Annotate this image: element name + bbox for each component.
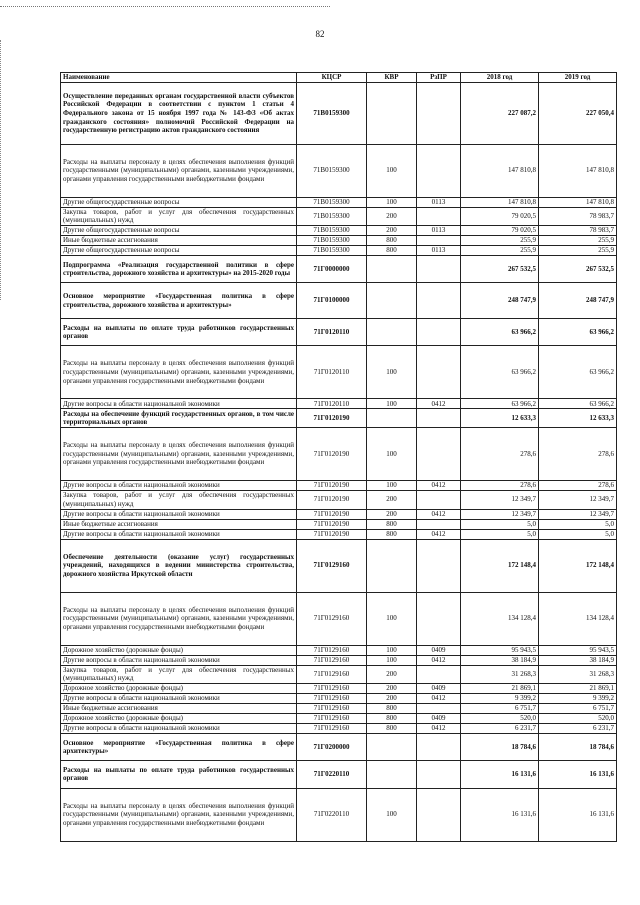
cell-kvr: 100 bbox=[367, 592, 417, 645]
cell-2018: 79 020,5 bbox=[461, 226, 539, 236]
cell-2018: 16 131,6 bbox=[461, 761, 539, 788]
cell-rzpr bbox=[417, 734, 461, 761]
table-row bbox=[61, 256, 617, 283]
cell-2018: 5,0 bbox=[461, 529, 539, 539]
table-row bbox=[61, 704, 617, 714]
cell-kcsr: 71Г0129160 bbox=[297, 645, 367, 655]
cell-kcsr: 71Г0129160 bbox=[297, 714, 367, 724]
cell-kvr: 800 bbox=[367, 714, 417, 724]
cell-kvr: 800 bbox=[367, 236, 417, 246]
cell-2019: 227 050,4 bbox=[539, 83, 617, 145]
cell-rzpr bbox=[417, 490, 461, 509]
cell-name: Обеспечение деятельности (оказание услуг) государственных учреждений, находящихся в ведении министерства строительства, дорожного хозяйства Иркутской области bbox=[61, 539, 297, 592]
cell-2019: 9 399,2 bbox=[539, 694, 617, 704]
cell-name: Закупка товаров, работ и услуг для обеспечения государственных (муниципальных) нужд bbox=[61, 490, 297, 509]
table-row bbox=[61, 665, 617, 684]
cell-2018: 63 966,2 bbox=[461, 346, 539, 399]
cell-rzpr bbox=[417, 207, 461, 226]
cell-rzpr bbox=[417, 346, 461, 399]
cell-rzpr bbox=[417, 519, 461, 529]
cell-kcsr: 71Г0000000 bbox=[297, 256, 367, 283]
table-row bbox=[61, 346, 617, 399]
cell-name: Другие вопросы в области национальной экономики bbox=[61, 399, 297, 409]
cell-kcsr: 71Г0120190 bbox=[297, 509, 367, 519]
cell-rzpr bbox=[417, 409, 461, 428]
table-row bbox=[61, 427, 617, 480]
cell-rzpr: 0412 bbox=[417, 724, 461, 734]
cell-kcsr: 71Г0120190 bbox=[297, 409, 367, 428]
table-row bbox=[61, 694, 617, 704]
table-row bbox=[61, 480, 617, 490]
cell-name: Расходы на выплаты по оплате труда работников государственных органов bbox=[61, 319, 297, 346]
cell-rzpr: 0409 bbox=[417, 684, 461, 694]
header-kvr: КВР bbox=[367, 73, 417, 83]
cell-2018: 147 810,8 bbox=[461, 144, 539, 197]
cell-rzpr: 0412 bbox=[417, 655, 461, 665]
table-row bbox=[61, 319, 617, 346]
table-row bbox=[61, 519, 617, 529]
cell-kcsr: 71Г0120190 bbox=[297, 519, 367, 529]
cell-2018: 278,6 bbox=[461, 427, 539, 480]
cell-kvr: 100 bbox=[367, 645, 417, 655]
cell-2019: 248 747,9 bbox=[539, 283, 617, 319]
cell-2019: 278,6 bbox=[539, 480, 617, 490]
cell-kcsr: 71Г0120190 bbox=[297, 490, 367, 509]
cell-kvr bbox=[367, 539, 417, 592]
cell-2019: 255,9 bbox=[539, 236, 617, 246]
cell-kvr: 100 bbox=[367, 197, 417, 207]
cell-rzpr bbox=[417, 256, 461, 283]
cell-name: Другие вопросы в области национальной экономики bbox=[61, 655, 297, 665]
scan-top-edge bbox=[0, 6, 330, 7]
cell-2019: 95 943,5 bbox=[539, 645, 617, 655]
cell-2019: 147 810,8 bbox=[539, 197, 617, 207]
cell-rzpr bbox=[417, 788, 461, 841]
cell-name: Иные бюджетные ассигнования bbox=[61, 519, 297, 529]
table-row bbox=[61, 724, 617, 734]
cell-kvr: 100 bbox=[367, 480, 417, 490]
cell-kvr: 200 bbox=[367, 509, 417, 519]
cell-kvr: 200 bbox=[367, 694, 417, 704]
table-row bbox=[61, 655, 617, 665]
cell-kcsr: 71В0159300 bbox=[297, 236, 367, 246]
cell-rzpr: 0113 bbox=[417, 246, 461, 256]
cell-kcsr: 71Г0120110 bbox=[297, 346, 367, 399]
cell-rzpr bbox=[417, 427, 461, 480]
cell-2019: 255,9 bbox=[539, 246, 617, 256]
cell-name: Основное мероприятие «Государственная политика в сфере строительства, дорожного хозяйства и архитектуры» bbox=[61, 283, 297, 319]
cell-kcsr: 71Г0100000 bbox=[297, 283, 367, 319]
cell-2018: 16 131,6 bbox=[461, 788, 539, 841]
cell-2018: 95 943,5 bbox=[461, 645, 539, 655]
cell-kvr bbox=[367, 319, 417, 346]
cell-name: Основное мероприятие «Государственная политика в сфере архитектуры» bbox=[61, 734, 297, 761]
cell-name: Расходы на выплаты персоналу в целях обеспечения выполнения функций государственными (муниципальными) органами, казенными учреждениями, органами управления государственными внебюджетными фондами bbox=[61, 592, 297, 645]
cell-2018: 63 966,2 bbox=[461, 319, 539, 346]
cell-name: Иные бюджетные ассигнования bbox=[61, 236, 297, 246]
cell-kcsr: 71Г0129160 bbox=[297, 704, 367, 714]
cell-kvr: 100 bbox=[367, 346, 417, 399]
cell-2019: 6 231,7 bbox=[539, 724, 617, 734]
cell-kvr bbox=[367, 83, 417, 145]
cell-rzpr bbox=[417, 704, 461, 714]
cell-kvr: 100 bbox=[367, 144, 417, 197]
cell-kcsr: 71Г0129160 bbox=[297, 694, 367, 704]
cell-2019: 520,0 bbox=[539, 714, 617, 724]
cell-2019: 12 349,7 bbox=[539, 509, 617, 519]
table-row bbox=[61, 788, 617, 841]
table-row bbox=[61, 246, 617, 256]
page-number: 82 bbox=[315, 29, 325, 39]
cell-rzpr bbox=[417, 539, 461, 592]
cell-kcsr: 71Г0129160 bbox=[297, 665, 367, 684]
cell-rzpr bbox=[417, 665, 461, 684]
cell-name: Другие вопросы в области национальной экономики bbox=[61, 529, 297, 539]
cell-rzpr: 0412 bbox=[417, 480, 461, 490]
cell-2018: 172 148,4 bbox=[461, 539, 539, 592]
cell-2018: 12 349,7 bbox=[461, 509, 539, 519]
cell-kvr: 200 bbox=[367, 684, 417, 694]
cell-2018: 21 869,1 bbox=[461, 684, 539, 694]
header-rzpr: РзПР bbox=[417, 73, 461, 83]
budget-table bbox=[60, 72, 617, 842]
table-row bbox=[61, 283, 617, 319]
cell-name: Другие общегосударственные вопросы bbox=[61, 246, 297, 256]
cell-2018: 255,9 bbox=[461, 236, 539, 246]
cell-kcsr: 71Г0129160 bbox=[297, 539, 367, 592]
cell-2018: 6 751,7 bbox=[461, 704, 539, 714]
table-row bbox=[61, 734, 617, 761]
header-kcsr: КЦСР bbox=[297, 73, 367, 83]
cell-name: Осуществление переданных органам государственной власти субъектов Российской Федерации в соответствии с пунктом 1 статьи 4 Федерального закона от 15 ноября 1997 года № 143-ФЗ «Об актах гражданского состояния» полномочий Российской Федерации на государственную регистрацию актов гражданского состояния bbox=[61, 83, 297, 145]
cell-kvr: 800 bbox=[367, 519, 417, 529]
cell-2019: 172 148,4 bbox=[539, 539, 617, 592]
cell-2019: 38 184,9 bbox=[539, 655, 617, 665]
cell-name: Расходы на выплаты по оплате труда работников государственных органов bbox=[61, 761, 297, 788]
table-row bbox=[61, 539, 617, 592]
cell-rzpr: 0412 bbox=[417, 529, 461, 539]
cell-rzpr bbox=[417, 236, 461, 246]
cell-2018: 79 020,5 bbox=[461, 207, 539, 226]
cell-kvr: 800 bbox=[367, 704, 417, 714]
cell-2019: 18 784,6 bbox=[539, 734, 617, 761]
cell-kcsr: 71Г0120190 bbox=[297, 529, 367, 539]
cell-kvr: 200 bbox=[367, 226, 417, 236]
cell-rzpr bbox=[417, 761, 461, 788]
cell-kcsr: 71Г0220110 bbox=[297, 788, 367, 841]
cell-2019: 5,0 bbox=[539, 519, 617, 529]
cell-2019: 5,0 bbox=[539, 529, 617, 539]
cell-rzpr: 0412 bbox=[417, 694, 461, 704]
table-row bbox=[61, 529, 617, 539]
cell-2018: 5,0 bbox=[461, 519, 539, 529]
table-row bbox=[61, 714, 617, 724]
cell-name: Подпрограмма «Реализация государственной политики в сфере строительства, дорожного хозяйства и архитектуры» на 2015-2020 годы bbox=[61, 256, 297, 283]
cell-name: Другие вопросы в области национальной экономики bbox=[61, 694, 297, 704]
cell-kvr: 800 bbox=[367, 246, 417, 256]
cell-2019: 78 983,7 bbox=[539, 207, 617, 226]
cell-rzpr: 0409 bbox=[417, 714, 461, 724]
cell-2019: 21 869,1 bbox=[539, 684, 617, 694]
cell-kcsr: 71Г0120190 bbox=[297, 427, 367, 480]
table-row bbox=[61, 509, 617, 519]
cell-2019: 147 810,8 bbox=[539, 144, 617, 197]
cell-2018: 267 532,5 bbox=[461, 256, 539, 283]
cell-kcsr: 71Г0129160 bbox=[297, 684, 367, 694]
cell-2018: 9 399,2 bbox=[461, 694, 539, 704]
cell-kvr bbox=[367, 734, 417, 761]
cell-name: Расходы на выплаты персоналу в целях обеспечения выполнения функций государственными (муниципальными) органами, казенными учреждениями, органами управления государственными внебюджетными фондами bbox=[61, 346, 297, 399]
cell-kvr: 100 bbox=[367, 399, 417, 409]
cell-name: Дорожное хозяйство (дорожные фонды) bbox=[61, 645, 297, 655]
header-name: Наименование bbox=[61, 73, 297, 83]
cell-2018: 6 231,7 bbox=[461, 724, 539, 734]
table-row bbox=[61, 83, 617, 145]
cell-kvr: 100 bbox=[367, 427, 417, 480]
table-row bbox=[61, 592, 617, 645]
cell-rzpr: 0412 bbox=[417, 399, 461, 409]
cell-2019: 134 128,4 bbox=[539, 592, 617, 645]
cell-kcsr: 71В0159300 bbox=[297, 197, 367, 207]
cell-2018: 278,6 bbox=[461, 480, 539, 490]
cell-kcsr: 71Г0129160 bbox=[297, 592, 367, 645]
cell-name: Иные бюджетные ассигнования bbox=[61, 704, 297, 714]
cell-kvr: 200 bbox=[367, 665, 417, 684]
table-row bbox=[61, 409, 617, 428]
cell-2019: 78 983,7 bbox=[539, 226, 617, 236]
table-row bbox=[61, 144, 617, 197]
cell-name: Закупка товаров, работ и услуг для обеспечения государственных (муниципальных) нужд bbox=[61, 665, 297, 684]
cell-2018: 147 810,8 bbox=[461, 197, 539, 207]
cell-kvr: 800 bbox=[367, 724, 417, 734]
cell-kvr: 100 bbox=[367, 788, 417, 841]
cell-kvr bbox=[367, 409, 417, 428]
cell-kcsr: 71Г0220110 bbox=[297, 761, 367, 788]
cell-rzpr: 0409 bbox=[417, 645, 461, 655]
cell-kcsr: 71Г0120110 bbox=[297, 399, 367, 409]
cell-rzpr bbox=[417, 319, 461, 346]
cell-name: Расходы на выплаты персоналу в целях обеспечения выполнения функций государственными (муниципальными) органами, казенными учреждениями, органами управления государственными внебюджетными фондами bbox=[61, 427, 297, 480]
cell-name: Другие вопросы в области национальной экономики bbox=[61, 724, 297, 734]
cell-2019: 63 966,2 bbox=[539, 319, 617, 346]
cell-2018: 31 268,3 bbox=[461, 665, 539, 684]
cell-name: Расходы на выплаты персоналу в целях обеспечения выполнения функций государственными (муниципальными) органами, казенными учреждениями, органами управления государственными внебюджетными фондами bbox=[61, 788, 297, 841]
cell-name: Расходы на обеспечение функций государственных органов, в том числе территориальных органов bbox=[61, 409, 297, 428]
cell-2018: 520,0 bbox=[461, 714, 539, 724]
cell-name: Другие вопросы в области национальной экономики bbox=[61, 480, 297, 490]
cell-rzpr bbox=[417, 144, 461, 197]
table-row bbox=[61, 236, 617, 246]
cell-2018: 227 087,2 bbox=[461, 83, 539, 145]
table-row bbox=[61, 399, 617, 409]
header-2019: 2019 год bbox=[539, 73, 617, 83]
table-row bbox=[61, 684, 617, 694]
cell-kvr bbox=[367, 761, 417, 788]
cell-name: Другие общегосударственные вопросы bbox=[61, 197, 297, 207]
cell-2019: 12 633,3 bbox=[539, 409, 617, 428]
cell-kcsr: 71Г0120190 bbox=[297, 480, 367, 490]
cell-kvr bbox=[367, 283, 417, 319]
cell-2018: 63 966,2 bbox=[461, 399, 539, 409]
cell-2019: 267 532,5 bbox=[539, 256, 617, 283]
cell-rzpr: 0113 bbox=[417, 197, 461, 207]
cell-name: Дорожное хозяйство (дорожные фонды) bbox=[61, 714, 297, 724]
cell-name: Закупка товаров, работ и услуг для обеспечения государственных (муниципальных) нужд bbox=[61, 207, 297, 226]
cell-2019: 278,6 bbox=[539, 427, 617, 480]
cell-rzpr: 0113 bbox=[417, 226, 461, 236]
cell-2019: 63 966,2 bbox=[539, 399, 617, 409]
cell-2019: 6 751,7 bbox=[539, 704, 617, 714]
cell-name: Другие вопросы в области национальной экономики bbox=[61, 509, 297, 519]
cell-kvr: 200 bbox=[367, 207, 417, 226]
cell-2018: 12 349,7 bbox=[461, 490, 539, 509]
cell-rzpr: 0412 bbox=[417, 509, 461, 519]
cell-kcsr: 71Г0200000 bbox=[297, 734, 367, 761]
table-row bbox=[61, 197, 617, 207]
table-row bbox=[61, 490, 617, 509]
cell-2018: 12 633,3 bbox=[461, 409, 539, 428]
cell-2019: 31 268,3 bbox=[539, 665, 617, 684]
cell-kvr bbox=[367, 256, 417, 283]
cell-2019: 63 966,2 bbox=[539, 346, 617, 399]
cell-kcsr: 71В0159300 bbox=[297, 144, 367, 197]
cell-name: Расходы на выплаты персоналу в целях обеспечения выполнения функций государственными (муниципальными) органами, казенными учреждениями, органами управления государственными внебюджетными фондами bbox=[61, 144, 297, 197]
table-row bbox=[61, 226, 617, 236]
cell-2018: 18 784,6 bbox=[461, 734, 539, 761]
cell-2018: 134 128,4 bbox=[461, 592, 539, 645]
table-header-row bbox=[61, 73, 617, 83]
cell-kcsr: 71Г0120110 bbox=[297, 319, 367, 346]
cell-kvr: 100 bbox=[367, 655, 417, 665]
cell-2018: 38 184,9 bbox=[461, 655, 539, 665]
header-2018: 2018 год bbox=[461, 73, 539, 83]
table-row bbox=[61, 207, 617, 226]
cell-kcsr: 71В0159300 bbox=[297, 207, 367, 226]
table-row bbox=[61, 761, 617, 788]
cell-2019: 16 131,6 bbox=[539, 761, 617, 788]
table-row bbox=[61, 645, 617, 655]
cell-kcsr: 71Г0129160 bbox=[297, 724, 367, 734]
cell-kcsr: 71В0159300 bbox=[297, 246, 367, 256]
cell-2019: 12 349,7 bbox=[539, 490, 617, 509]
cell-name: Дорожное хозяйство (дорожные фонды) bbox=[61, 684, 297, 694]
scan-left-edge bbox=[0, 40, 7, 300]
cell-kcsr: 71В0159300 bbox=[297, 226, 367, 236]
cell-rzpr bbox=[417, 283, 461, 319]
cell-2018: 248 747,9 bbox=[461, 283, 539, 319]
cell-rzpr bbox=[417, 83, 461, 145]
cell-name: Другие общегосударственные вопросы bbox=[61, 226, 297, 236]
cell-kcsr: 71В0159300 bbox=[297, 83, 367, 145]
cell-kvr: 800 bbox=[367, 529, 417, 539]
cell-rzpr bbox=[417, 592, 461, 645]
cell-2018: 255,9 bbox=[461, 246, 539, 256]
cell-2019: 16 131,6 bbox=[539, 788, 617, 841]
cell-kvr: 200 bbox=[367, 490, 417, 509]
cell-kcsr: 71Г0129160 bbox=[297, 655, 367, 665]
